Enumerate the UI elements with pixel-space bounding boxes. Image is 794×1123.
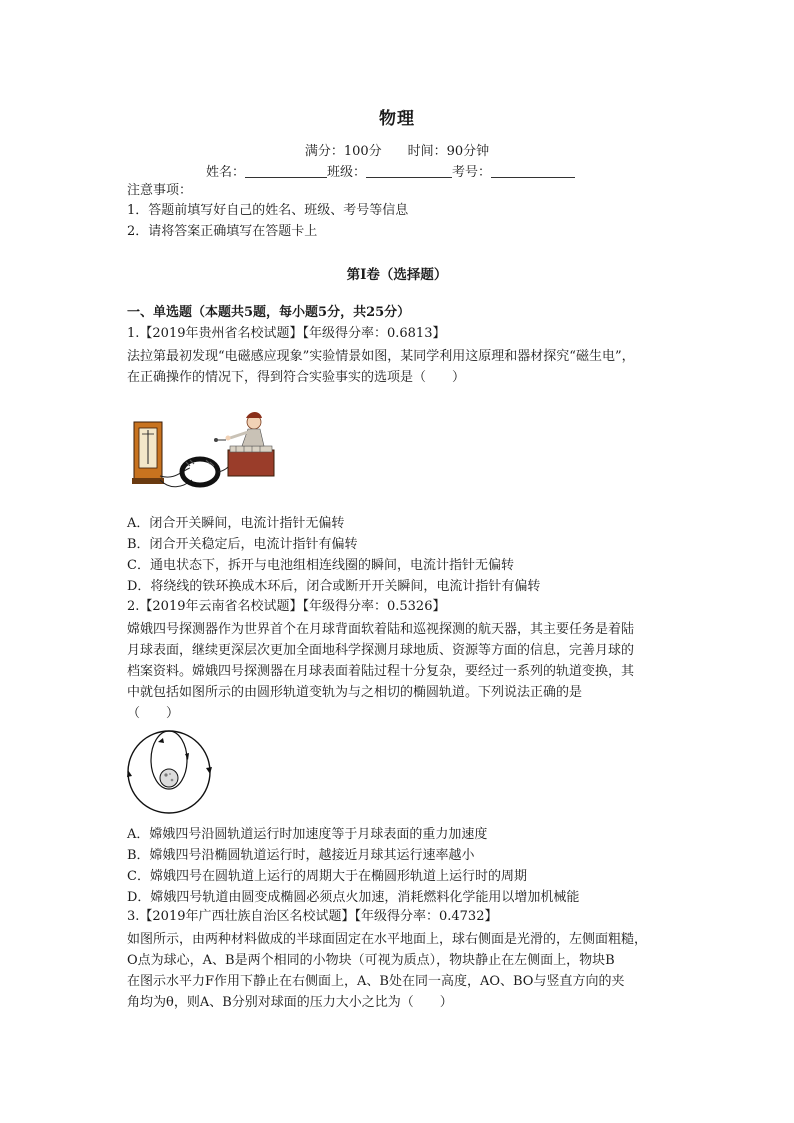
section-heading: 一、单选题（本题共5题，每小题5分，共25分） — [127, 305, 411, 320]
option-a[interactable]: A．嫦娥四号沿圆轨道运行时加速度等于月球表面的重力加速度 — [127, 827, 488, 842]
question-2-stem — [127, 619, 672, 724]
question-2-header: 2.【2019年云南省名校试题】【年级得分率：0.5326】 — [127, 599, 446, 614]
exam-meta — [0, 140, 794, 159]
stem-line: 在正确操作的情况下，得到符合实验事实的选项是（ ） — [127, 370, 466, 385]
page-title: 物理 — [379, 109, 415, 129]
option-b[interactable]: B．闭合开关稳定后，电流计指针有偏转 — [127, 537, 358, 552]
question-2-options — [127, 824, 672, 908]
question-1-header: 1.【2019年贵州省名校试题】【年级得分率：0.6813】 — [127, 326, 446, 341]
stem-line: 月球表面，继续更深层次更加全面地科学探测月球地质、资源等方面的信息，完善月球的 — [127, 643, 635, 658]
question-3-stem — [127, 929, 672, 1013]
question-1-stem — [127, 346, 672, 388]
option-c[interactable]: C．通电状态下，拆开与电池组相连线圈的瞬间，电流计指针无偏转 — [127, 558, 514, 573]
option-d[interactable]: D．将绕线的铁环换成木环后，闭合或断开开关瞬间，电流计指针有偏转 — [127, 579, 541, 594]
option-d[interactable]: D．嫦娥四号轨道由圆变成椭圆必须点火加速，消耗燃料化学能用以增加机械能 — [127, 890, 580, 905]
stem-line: 在图示水平力F作用下静止在右侧面上，A、B处在同一高度，AO、BO与竖直方向的夹 — [127, 974, 625, 989]
full-score: 满分：100分 — [304, 144, 382, 159]
stem-line: （ ） — [127, 706, 180, 721]
question-3-header: 3.【2019年广西壮族自治区名校试题】【年级得分率：0.4732】 — [127, 909, 498, 924]
stem-line: 档案资料。嫦娥四号探测器在月球表面着陆过程十分复杂，要经过一系列的轨道变换，其 — [127, 664, 635, 679]
class-blank[interactable] — [366, 165, 452, 178]
id-blank[interactable] — [491, 165, 575, 178]
faraday-experiment-figure — [130, 410, 280, 498]
stem-line: 角均为θ，则A、B分别对球面的压力大小之比为（ ） — [127, 995, 453, 1010]
stem-line: 如图所示，由两种材料做成的半球面固定在水平地面上，球右侧面是光滑的，左侧面粗糙， — [127, 932, 648, 947]
student-info-row — [206, 161, 575, 180]
name-label: 姓名： — [206, 165, 246, 180]
name-blank[interactable] — [245, 165, 327, 178]
notes-item-1: 1．答题前填写好自己的姓名、班级、考号等信息 — [127, 203, 409, 218]
stem-line: O点为球心，A、B是两个相同的小物块（可视为质点），物块静止在左侧面上，物块B — [127, 953, 615, 968]
exam-time: 时间：90分钟 — [407, 144, 490, 159]
class-label: 班级： — [327, 165, 367, 180]
stem-line: 嫦娥四号探测器作为世界首个在月球背面软着陆和巡视探测的航天器，其主要任务是着陆 — [127, 622, 635, 637]
option-c[interactable]: C．嫦娥四号在圆轨道上运行的周期大于在椭圆形轨道上运行时的周期 — [127, 869, 527, 884]
notes-heading: 注意事项： — [127, 183, 193, 198]
option-a[interactable]: A．闭合开关瞬间，电流计指针无偏转 — [127, 516, 345, 531]
question-1-options — [127, 513, 672, 597]
stem-line: 中就包括如图所示的由圆形轨道变轨为与之相切的椭圆轨道。下列说法正确的是 — [127, 685, 583, 700]
orbit-diagram-figure — [125, 728, 213, 816]
stem-line: 法拉第最初发现“电磁感应现象”实验情景如图，某同学利用这原理和器材探究“磁生电”， — [127, 349, 635, 364]
volume-title: 第I卷（选择题） — [346, 267, 448, 283]
id-label: 考号： — [452, 165, 492, 180]
option-b[interactable]: B．嫦娥四号沿椭圆轨道运行时，越接近月球其运行速率越小 — [127, 848, 475, 863]
notes-item-2: 2．请将答案正确填写在答题卡上 — [127, 224, 318, 239]
